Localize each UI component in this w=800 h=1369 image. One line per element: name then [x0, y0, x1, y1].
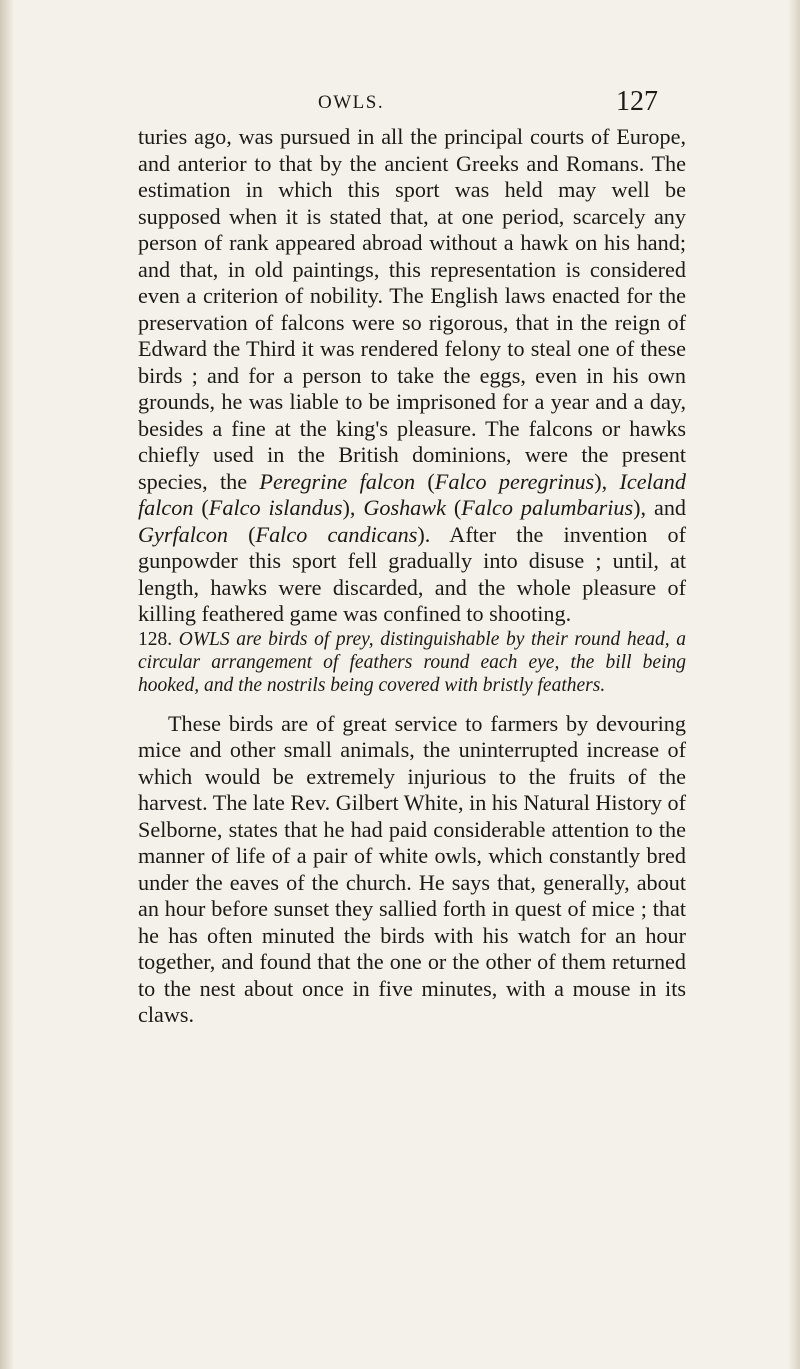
species-goshawk: Goshawk: [363, 495, 446, 520]
section-128-owls: [138, 628, 686, 697]
latin-peregrine: Falco peregrinus: [434, 468, 595, 494]
section-number: 128.: [138, 628, 173, 650]
section-lead: OWLS: [178, 628, 230, 650]
species-gyrfalcon: Gyrfalcon: [138, 521, 228, 547]
latin-iceland: Falco islandus: [208, 495, 343, 520]
page-header: [0, 88, 800, 118]
paragraph-owls-service: These birds are of great service to farmers by devouring mice and other small animals, the uninterrupted increase of which would be extremely injurious to the fruits of the harvest. The late Rev. Gilbert White, in his Natural History of Selborne, states that he had paid considerable attention to the manner of life of a pair of white owls, which constantly bred under the eaves of the church. He says that, generally, about an hour before sunset they sallied forth in quest of mice ; that he has often minuted the birds with his watch for an hour together, and found that the one or the other of them returned to the nest about once in five minutes, with a mouse in its claws.: [138, 710, 686, 1027]
species-iceland: Iceland falcon: [138, 468, 686, 520]
latin-gyrfalcon: Falco candicans: [255, 521, 418, 547]
page-shadow-left: [0, 0, 14, 1369]
latin-goshawk: Falco palumbarius: [461, 495, 634, 520]
body-text: [138, 124, 686, 1029]
paragraph-falconry: turies ago, was pursued in all the principal courts of Europe, and anterior to that by the ancient Greeks and Romans. The estimation in which this sport was held may well be supposed when it is stated that, at one period, scarcely any person of rank appeared abroad without a hawk on his hand; and that, in old paintings, this representation is considered even a criterion of nobility. The English laws enacted for the preservation of falcons were so rigorous, that in the reign of Edward the Third it was rendered felony to steal one of these birds ; and for a person to take the eggs, even in his own grounds, he was liable to be imprisoned for a year and a day, besides a fine at the king's pleasure. The falcons or hawks chiefly used in the British dominions, were the present species, the Peregrine falcon (Falco peregrinus), Iceland falcon (Falco islandus), Goshawk (Falco palumbarius), and Gyrfalcon (Falco candicans). After the invention of gunpowder this sport fell gradually into disuse ; until, at length, hawks were discarded, and the whole pleasure of killing feathered game was confined to shooting.: [138, 124, 687, 626]
page-number: 127: [616, 86, 658, 117]
species-peregrine: Peregrine falcon: [259, 468, 416, 494]
page-shadow-right: [788, 0, 800, 1369]
section-definition: are birds of prey, distinguishable by their round head, a circular arrangement of feathers round each eye, the bill being hooked, and the nostrils being covered with bristly feathers.: [138, 628, 686, 696]
running-head: OWLS.: [318, 92, 385, 113]
